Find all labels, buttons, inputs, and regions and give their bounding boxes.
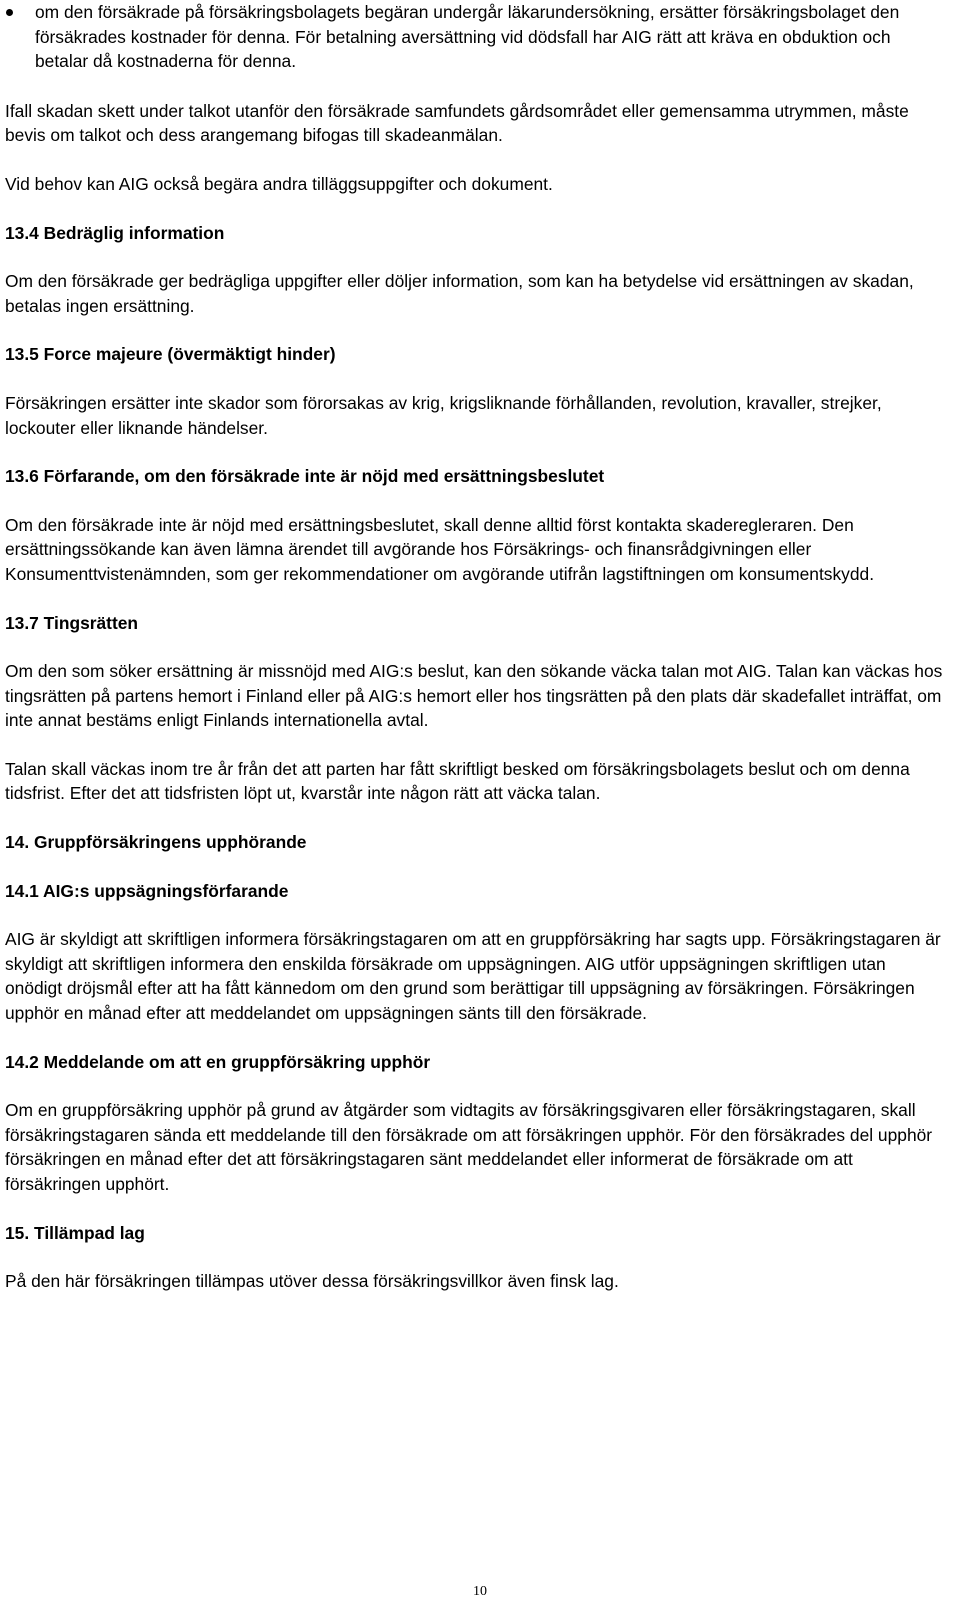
paragraph-13-7-a: Om den som söker ersättning är missnöjd med AIG:s beslut, kan den sökande väcka talan mot AIG. Talan kan väckas hos tingsrätten på partens hemort i Finland eller på AIG:s hemort eller hos tingsrätten på den plats där skadefallet inträffat, om inte annat bestäms enligt Finlands internationella avtal. [5, 661, 943, 731]
paragraph-14-1: AIG är skyldigt att skriftligen informera försäkringstagaren om att en gruppförsäkring har sagts upp. Försäkringstagaren är skyldigt att skriftligen informera den enskilda försäkrade om uppsägningen. AIG utför uppsägningen skriftligen utan onödigt dröjsmål efter att ha fått kännedom om den grund som berättigar till uppsägning av försäkringen. Försäkringen upphör en månad efter att meddelandet om uppsägningen sänts till den försäkrade. [5, 929, 941, 1024]
heading-14-1: 14.1 AIG:s uppsägningsförfarande [5, 880, 289, 901]
heading-13-4: 13.4 Bedräglig information [5, 222, 225, 243]
paragraph-14-2: Om en gruppförsäkring upphör på grund av åtgärder som vidtagits av försäkringsgivaren eller försäkringstagaren, skall försäkringstagaren sända ett meddelande till den försäkrade om att försäkringen upphör. För den försäkrades del upphör försäkringen en månad efter det att försäkringstagaren sänt meddelandet eller informerat de försäkrade om att försäkringen upphört. [5, 1100, 933, 1194]
paragraph-talkot: Ifall skadan skett under talkot utanför den försäkrade samfundets gårdsområdet eller gemensamma utrymmen, måste bevis om talkot och dess arangemang bifogas till skadeanmälan. [5, 100, 909, 146]
heading-15: 15. Tillämpad lag [5, 1222, 145, 1243]
paragraph-13-5: Försäkringen ersätter inte skador som förorsakas av krig, krigsliknande förhållanden, revolution, kravaller, strejker, lockouter eller liknande händelser. [5, 392, 882, 438]
paragraph-13-4: Om den försäkrade ger bedrägliga uppgifter eller döljer information, som kan ha betydelse vid ersättningen av skadan, betalas ingen ersättning. [5, 271, 914, 316]
paragraph-13-7-b: Talan skall väckas inom tre år från det att parten har fått skriftligt besked om försäkringsbolagets beslut och om denna tidsfrist. Efter det att tidsfristen löpt ut, kvarstår inte någon rätt att väcka talan. [5, 758, 910, 804]
heading-13-6: 13.6 Förfarande, om den försäkrade inte är nöjd med ersättningsbeslutet [5, 466, 605, 487]
page-number: 10 [473, 1584, 487, 1599]
bullet-dot-icon [6, 9, 13, 16]
heading-13-7: 13.7 Tingsrätten [5, 612, 139, 633]
paragraph-tillaggsuppgifter: Vid behov kan AIG också begära andra tilläggsuppgifter och dokument. [5, 173, 553, 194]
bullet-text: om den försäkrade på försäkringsbolagets begäran undergår läkarundersökning, ersätter försäkringsbolaget den försäkrades kostnader för denna. För betalning aversättning vid dödsfall har AIG rätt att kräva en obduktion och betalar då kostnaderna för denna. [35, 2, 900, 72]
document-page [5, 0, 945, 1318]
paragraph-13-6: Om den försäkrade inte är nöjd med ersättningsbeslutet, skall denne alltid först kontakta skaderegleraren. Den ersättningssökande kan även lämna ärendet till avgörande hos Försäkrings- och finansrådgivningen eller Konsumenttvistenämnden, som ger rekommendationer om avgörande utifrån lagstiftningen om konsumentskydd. [5, 514, 875, 584]
bullet-item [5, 0, 945, 74]
heading-14: 14. Gruppförsäkringens upphörande [5, 832, 307, 853]
paragraph-15: På den här försäkringen tillämpas utöver dessa försäkringsvillkor även finsk lag. [5, 1271, 619, 1292]
heading-13-5: 13.5 Force majeure (övermäktigt hinder) [5, 344, 336, 365]
heading-14-2: 14.2 Meddelande om att en gruppförsäkring upphör [5, 1051, 431, 1072]
